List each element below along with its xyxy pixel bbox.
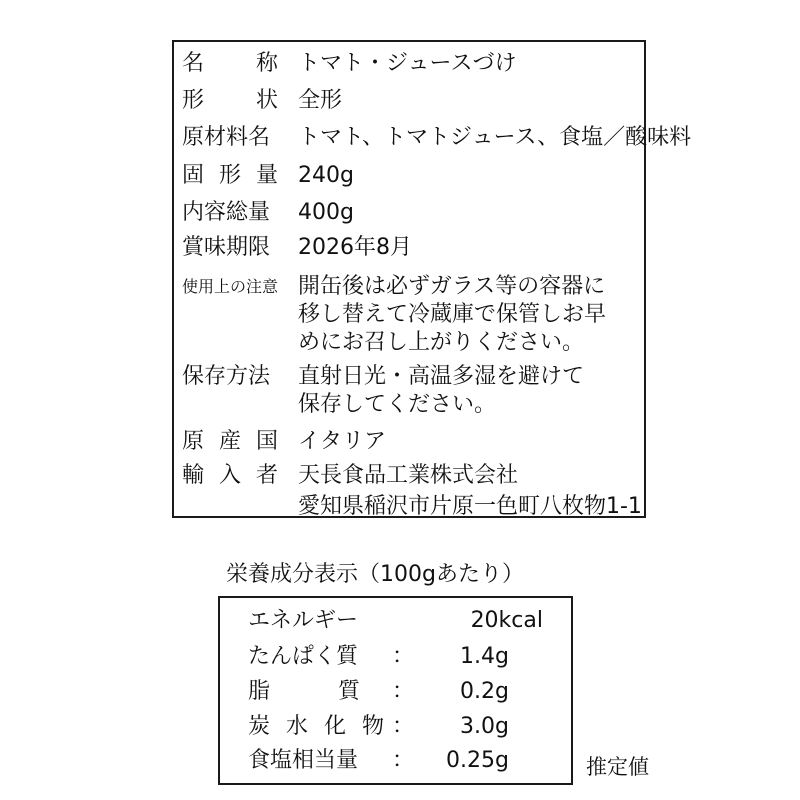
label-key-storage: 保存方法	[182, 364, 271, 389]
label-char: 形	[182, 88, 205, 113]
nutrition-row-fat	[220, 675, 571, 709]
nutrition-value-salt: 0.25g	[446, 748, 509, 773]
nutrition-value-carbohydrate: 3.0g	[460, 714, 509, 739]
label-value-shape: 全形	[298, 88, 343, 113]
nutrition-name-carbohydrate	[248, 710, 384, 744]
label-char: 化	[323, 714, 346, 739]
label-value-origin: イタリア	[298, 429, 387, 454]
nutrition-name-salt: 食塩相当量	[248, 748, 359, 773]
label-char: 入	[218, 463, 241, 488]
label-value-usage-notes-line1: 開缶後は必ずガラス等の容器に	[298, 274, 606, 299]
nutrition-name-energy: エネルギー	[248, 608, 359, 633]
label-key-origin	[182, 426, 278, 457]
label-char: 量	[255, 163, 278, 188]
nutrition-row-salt	[220, 744, 571, 778]
label-value-importer-line1: 天長食品工業株式会社	[298, 463, 519, 488]
label-value-ingredients: トマト、トマトジュース、食塩／酸味料	[298, 125, 692, 150]
nutrition-colon: ：	[392, 714, 415, 739]
nutrition-name-protein: たんぱく質	[248, 644, 359, 669]
label-char: 形	[218, 163, 241, 188]
label-char: 物	[361, 714, 384, 739]
label-value-usage-notes-line3: めにお召し上がりください。	[298, 330, 585, 355]
label-value-storage-line2: 保存してください。	[298, 392, 497, 417]
label-key-importer	[182, 460, 278, 491]
label-char: 水	[285, 714, 308, 739]
nutrition-row-carbohydrate	[220, 710, 571, 744]
label-value-solid-weight: 240g	[298, 163, 354, 188]
label-key-total-weight: 内容総量	[182, 200, 271, 225]
nutrition-value-fat: 0.2g	[460, 679, 509, 704]
label-char: 者	[255, 463, 278, 488]
label-value-name: トマト・ジュースづけ	[298, 51, 517, 76]
nutrition-colon: ：	[392, 679, 415, 704]
nutrition-name-fat	[248, 675, 360, 709]
product-label-box	[172, 40, 692, 519]
label-key-usage-notes: 使用上の注意	[182, 277, 279, 296]
label-char: 原	[182, 429, 205, 454]
label-value-total-weight: 400g	[298, 200, 354, 225]
label-value-importer-line2: 愛知県稲沢市片原一色町八枚物1-1	[298, 494, 642, 519]
label-char: 状	[255, 88, 278, 113]
nutrition-row-protein	[220, 640, 571, 674]
label-char: 産	[218, 429, 241, 454]
label-key-ingredients: 原材料名	[182, 125, 271, 150]
label-key-best-before: 賞味期限	[182, 235, 271, 260]
label-char: 輸	[182, 463, 205, 488]
nutrition-value-energy: 20kcal	[470, 608, 543, 633]
label-value-storage-line1: 直射日光・高温多湿を避けて	[298, 364, 585, 389]
nutrition-colon: ：	[392, 748, 415, 773]
label-char: 国	[255, 429, 278, 454]
label-key-solid-weight	[182, 160, 278, 191]
label-value-best-before: 2026年8月	[298, 235, 412, 260]
label-key-shape	[182, 85, 278, 116]
nutrition-title: 栄養成分表示（100gあたり）	[226, 562, 524, 587]
nutrition-table	[218, 596, 573, 785]
nutrition-row-energy	[220, 604, 571, 638]
label-char: 質	[337, 679, 360, 704]
label-key-name	[182, 48, 278, 79]
label-char: 脂	[248, 679, 271, 704]
label-char: 称	[255, 51, 278, 76]
nutrition-value-protein: 1.4g	[460, 644, 509, 669]
nutrition-colon: ：	[392, 644, 415, 669]
label-char: 炭	[248, 714, 271, 739]
label-char: 固	[182, 163, 205, 188]
label-char: 名	[182, 51, 205, 76]
estimate-note: 推定値	[586, 755, 649, 779]
label-value-usage-notes-line2: 移し替えて冷蔵庫で保管しお早	[298, 302, 607, 327]
